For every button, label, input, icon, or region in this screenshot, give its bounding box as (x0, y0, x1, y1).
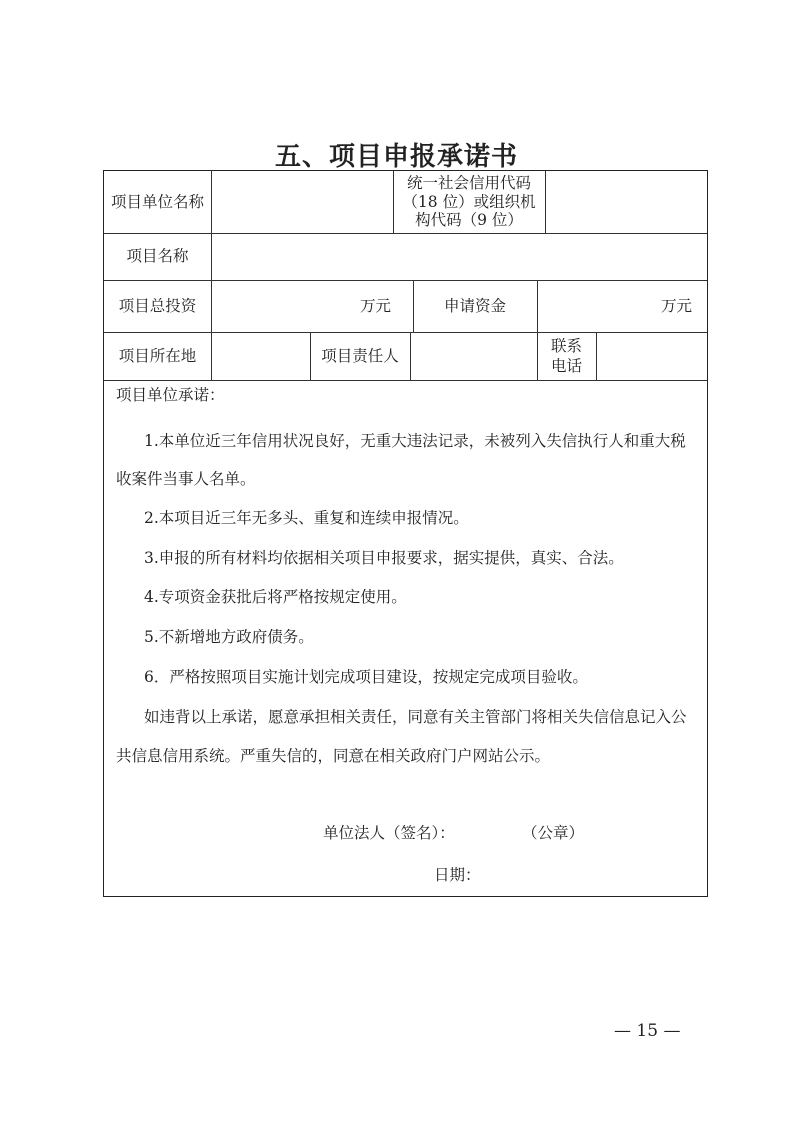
credit-code-label-line: 构代码（9 位） (415, 211, 523, 230)
credit-code-label (393, 171, 545, 233)
promise-item: 收案件当事人名单。 (116, 470, 256, 488)
promise-heading: 项目单位承诺： (116, 386, 225, 404)
seal-label: （公章） (522, 823, 585, 842)
promise-item: 4.专项资金获批后将严格按规定使用。 (144, 588, 407, 606)
page-number: — 15 — (614, 1021, 681, 1041)
promise-item: 3.申报的所有材料均依据相关项目申报要求，据实提供，真实、合法。 (144, 549, 624, 567)
promise-item: 共信息信用系统。严重失信的，同意在相关政府门户网站公示。 (116, 747, 551, 765)
promise-item: 如违背以上承诺，愿意承担相关责任，同意有关主管部门将相关失信信息记入公 (144, 708, 687, 726)
project-name-label: 项目名称 (126, 247, 189, 266)
promise-item: 6．严格按照项目实施计划完成项目建设，按规定完成项目验收。 (144, 668, 588, 686)
date-label: 日期： (434, 865, 481, 884)
unit-name-label: 项目单位名称 (110, 192, 204, 211)
total-investment-field[interactable] (211, 280, 391, 332)
contact-phone-label (537, 332, 596, 380)
promise-item: 1.本单位近三年信用状况良好，无重大违法记录，未被列入失信执行人和重大税 (144, 432, 686, 450)
contact-phone-label-line: 联系 (550, 336, 582, 355)
unit-name-field[interactable] (211, 171, 393, 233)
contact-phone-label-line: 电话 (550, 357, 582, 375)
row-divider (104, 380, 707, 381)
location-field[interactable] (211, 332, 310, 380)
applied-funds-label: 申请资金 (443, 296, 506, 315)
commitment-form (103, 170, 708, 897)
location-label: 项目所在地 (118, 346, 197, 365)
total-investment-label: 项目总投资 (118, 296, 197, 315)
page-title: 五、项目申报承诺书 (274, 142, 518, 172)
credit-code-label-line: 统一社会信用代码 (406, 173, 531, 192)
project-name-field[interactable] (211, 233, 707, 280)
contact-phone-field[interactable] (596, 332, 707, 380)
credit-code-label-line: （18 位）或组织机 (402, 192, 536, 211)
applied-funds-unit: 万元 (660, 296, 692, 315)
responsible-person-label: 项目责任人 (321, 346, 399, 365)
total-investment-unit: 万元 (359, 296, 391, 315)
credit-code-field[interactable] (545, 171, 707, 233)
responsible-person-field[interactable] (410, 332, 537, 380)
promise-item: 5.不新增地方政府债务。 (144, 628, 314, 646)
signature-label: 单位法人（签名）： (323, 823, 455, 842)
applied-funds-field[interactable] (537, 280, 692, 332)
promise-item: 2.本项目近三年无多头、重复和连续申报情况。 (144, 509, 469, 527)
